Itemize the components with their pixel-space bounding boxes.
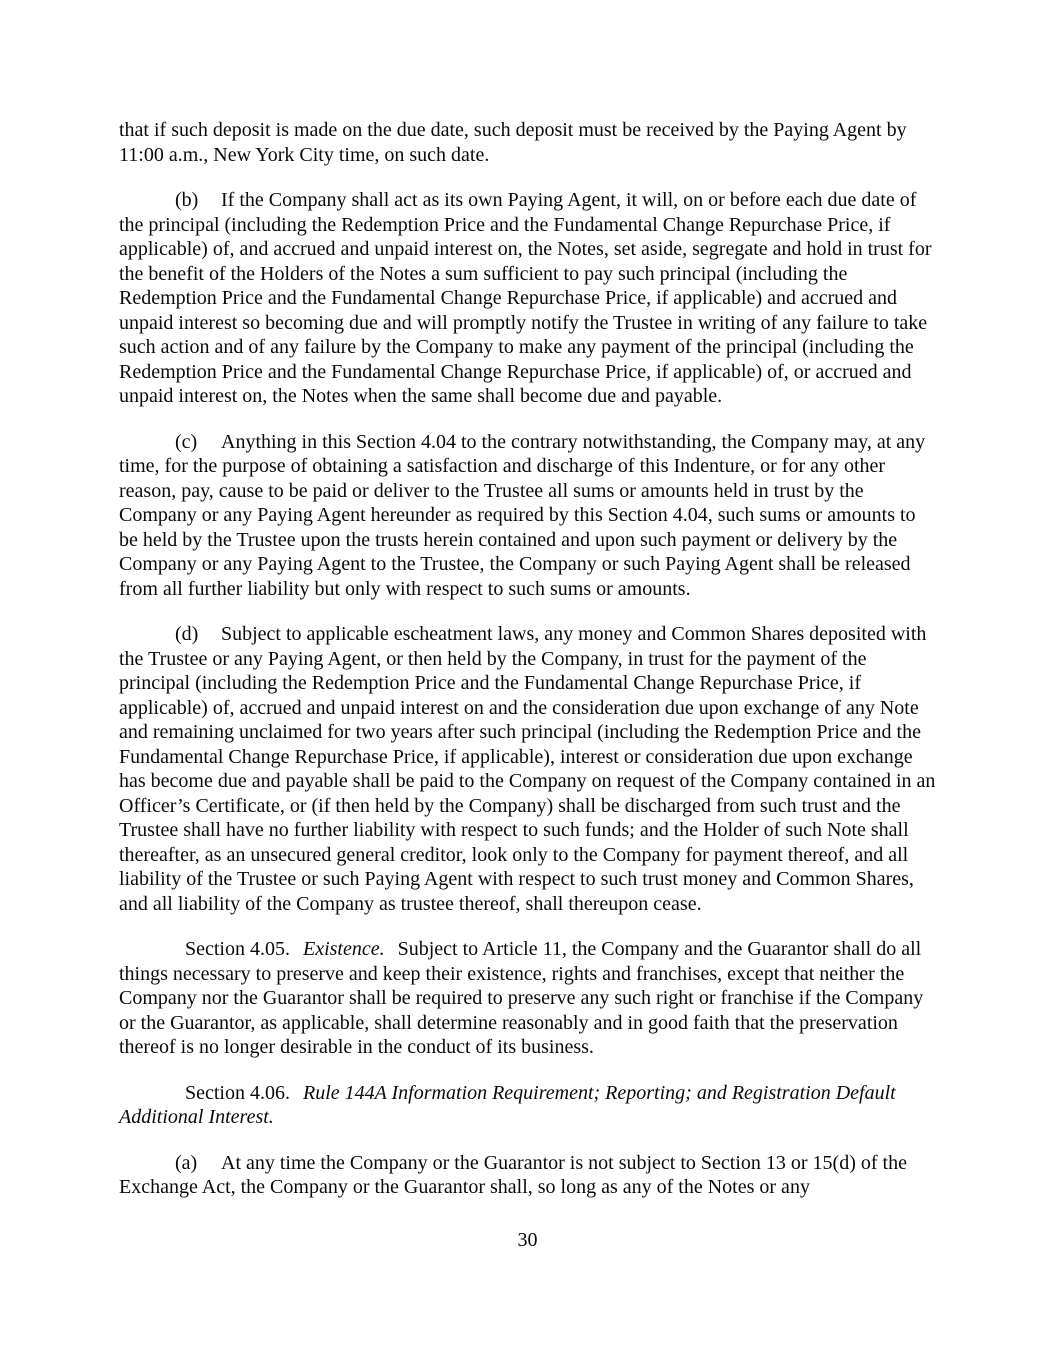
paragraph-a — [119, 1151, 937, 1200]
paragraph-c — [119, 430, 937, 602]
section-4-06-label: Section 4.06. — [185, 1081, 290, 1104]
section-4-05-title: Existence. — [303, 938, 385, 960]
paragraph-b-label: (b) — [175, 189, 199, 211]
section-4-05-text: Subject to Article 11, the Company and the Guarantor shall do all things necessary to preserve and keep their existence, rights and franchises, except that neither the Company nor the Guarantor shall be required to preserve any such right or franchise if the Company or the Guarantor, as applicable, shall determine reasonably and in good faith that the preservation thereof is no longer desirable in the conduct of its business. — [119, 938, 924, 1058]
page-number: 30 — [517, 1229, 538, 1251]
paragraph-b-text: If the Company shall act as its own Paying Agent, it will, on or before each due date of the principal (including the Redemption Price and the Fundamental Change Repurchase Price, if applicable) of, and accrued and unpaid interest on, the Notes, set aside, segregate and hold in trust for the benefit of the Holders of the Notes a sum sufficient to pay such principal (including the Redemption Price and the Fundamental Change Repurchase Price, if applicable) and accrued and unpaid interest so becoming due and will promptly notify the Trustee in writing of any failure to take such action and of any failure by the Company to make any payment of the principal (including the Redemption Price and the Fundamental Change Repurchase Price, if applicable) of, or accrued and unpaid interest on, the Notes when the same shall become due and payable. — [119, 189, 932, 407]
paragraph-continuation — [119, 118, 937, 167]
document-body — [119, 118, 937, 1221]
paragraph-d-label: (d) — [175, 623, 199, 645]
section-4-05 — [119, 937, 937, 1060]
section-4-05-label: Section 4.05. — [185, 938, 290, 960]
paragraph-b — [119, 188, 937, 409]
paragraph-c-text: Anything in this Section 4.04 to the contrary notwithstanding, the Company may, at any time, for the purpose of obtaining a satisfaction and discharge of this Indenture, or for any other reason, pay, cause to be paid or deliver to the Trustee all sums or amounts held in trust by the Company or any Paying Agent hereunder as required by this Section 4.04, such sums or amounts to be held by the Trustee upon the trusts herein contained and upon such payment or delivery by the Company or any Paying Agent to the Trustee, the Company or such Paying Agent shall be released from all further liability but only with respect to such sums or amounts. — [119, 430, 926, 600]
section-4-06-title: Rule 144A Information Requirement; Reporting; and Registration Default Additional Interest. — [119, 1081, 896, 1128]
paragraph-a-text: At any time the Company or the Guarantor is not subject to Section 13 or 15(d) of the Exchange Act, the Company or the Guarantor shall, so long as any of the Notes or any — [119, 1151, 907, 1198]
section-4-06-heading — [119, 1081, 937, 1130]
paragraph-d — [119, 622, 937, 916]
paragraph-c-label: (c) — [175, 430, 198, 453]
paragraph-a-label: (a) — [175, 1151, 198, 1174]
paragraph-d-text: Subject to applicable escheatment laws, any money and Common Shares deposited with the Trustee or any Paying Agent, or then held by the Company, in trust for the payment of the principal (including the Redemption Price and the Fundamental Change Repurchase Price, if applicable) of, accrued and unpaid interest on and the consideration due upon exchange of any Note and remaining unclaimed for two years after such principal (including the Redemption Price and the Fundamental Change Repurchase Price, if applicable), interest or consideration due upon exchange has become due and payable shall be paid to the Company on request of the Company contained in an Officer’s Certificate, or (if then held by the Company) shall be discharged from such trust and the Trustee shall have no further liability with respect to such funds; and the Holder of such Note shall thereafter, as an unsecured general creditor, look only to the Company for payment thereof, and all liability of the Trustee or such Paying Agent with respect to such trust money and Common Shares, and all liability of the Company as trustee thereof, shall thereupon cease. — [119, 623, 936, 915]
paragraph-continuation-text: that if such deposit is made on the due date, such deposit must be received by the Paying Agent by 11:00 a.m., New York City time, on such date. — [119, 119, 907, 166]
